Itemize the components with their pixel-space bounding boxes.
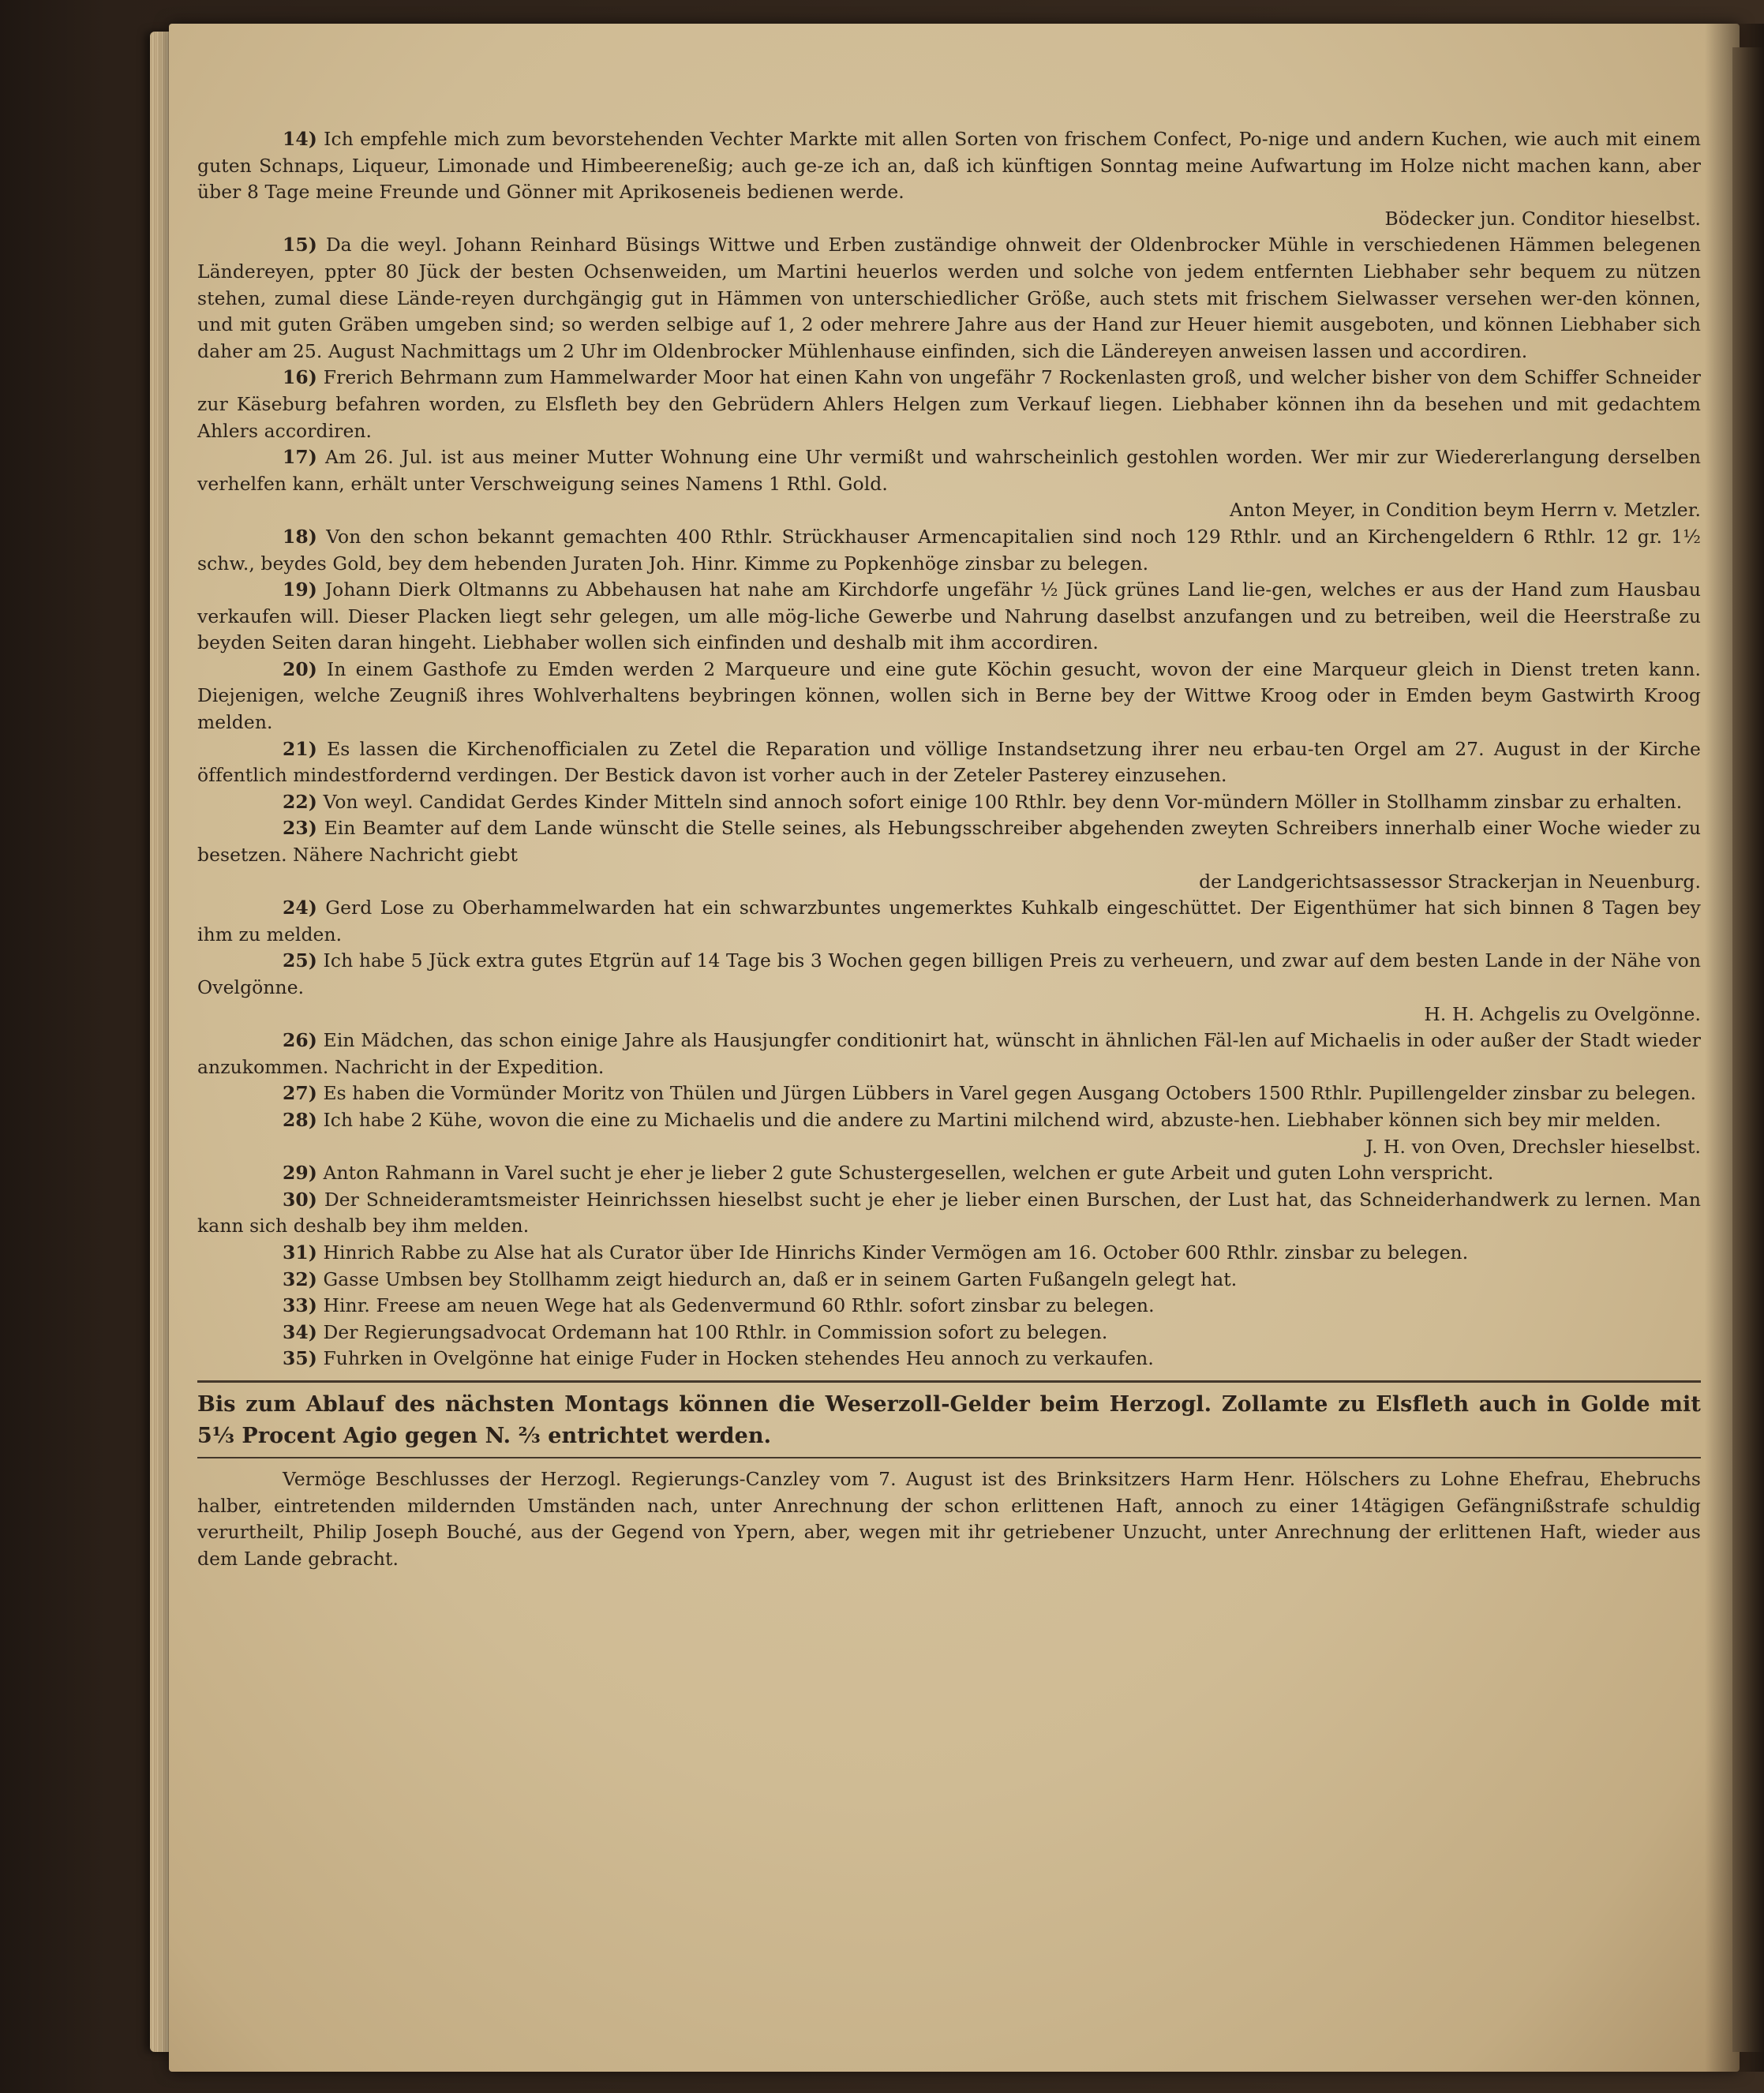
advertisement-entry (197, 1346, 1701, 1372)
entry-text: Ein Mädchen, das schon einige Jahre als Hausjungfer conditionirt hat, wünscht in ähnlichen Fäl-len auf Michaelis in oder außer der Stadt wieder anzukommen. Nachricht in der Expedition. (197, 1029, 1701, 1078)
advertisement-entry (197, 1107, 1701, 1160)
entry-text: Gerd Lose zu Oberhammelwarden hat ein schwarzbuntes ungemerktes Kuhkalb eingeschüttet. Der Eigenthümer hat sich binnen 8 Tagen bey ihm zu melden. (197, 897, 1701, 945)
entry-text: Der Regierungsadvocat Ordemann hat 100 Rthlr. in Commission sofort zu belegen. (323, 1320, 1108, 1343)
entry-text: Es haben die Vormünder Moritz von Thülen und Jürgen Lübbers in Varel gegen Ausgang Octobers 1500 Rthlr. Pupillengelder zinsbar zu belegen. (323, 1082, 1697, 1105)
advertisement-entry (197, 524, 1701, 577)
section-divider (197, 1380, 1701, 1383)
entry-text: Ich habe 5 Jück extra gutes Etgrün auf 14 Tage bis 3 Wochen gegen billigen Preis zu verheuern, und zwar auf dem besten Lande in der Nähe von Ovelgönne. (197, 949, 1702, 998)
advertisement-entry (197, 1320, 1701, 1346)
advertisement-entry (197, 1028, 1701, 1080)
advertisement-entry (197, 126, 1701, 232)
entry-number: 35) (283, 1347, 317, 1370)
advertisement-entry (197, 232, 1701, 365)
entry-text: Am 26. Jul. ist aus meiner Mutter Wohnung eine Uhr vermißt und wahrscheinlich gestohlen worden. Wer mir zur Wiedererlangung derselben verhelfen kann, erhält unter Verschweigung seines Namens 1 Rthl. Gold. (197, 446, 1701, 495)
entry-signature: der Landgerichtsassessor Strackerjan in Neuenburg. (1199, 870, 1701, 893)
entry-number: 31) (283, 1241, 317, 1264)
entry-number: 15) (283, 234, 317, 256)
advertisements-column (197, 126, 1701, 1572)
entry-text: Frerich Behrmann zum Hammelwarder Moor hat einen Kahn von ungefähr 7 Rockenlasten groß, und welcher bisher von dem Schiffer Schneider zur Käseburg befahren worden, zu Elsfleth bey den Gebrüdern Ahlers Helgen zum Verkauf liegen. Liebhaber können ihn da besehen und mit gedachtem Ahlers accordiren. (197, 366, 1701, 442)
entry-number: 34) (283, 1320, 317, 1343)
entry-text: Von den schon bekannt gemachten 400 Rthlr. Strückhauser Armencapitalien sind noch 129 Rthlr. und an Kirchengeldern 6 Rthlr. 12 gr. 1½ schw., beydes Gold, bey dem hebenden Juraten Joh. Hinr. Kimme zu Popkenhöge zinsbar zu belegen. (197, 525, 1701, 575)
entry-number: 22) (283, 790, 317, 813)
entry-text: Es lassen die Kirchenofficialen zu Zetel die Reparation und völlige Instandsetzung ihrer neu erbau-ten Orgel am 27. August in der Kirche öffentlich mindestfordernd verdingen. Der Bestick davon ist vorher auch in der Zeteler Pasterey einzusehen. (197, 737, 1701, 787)
court-notice: Vermöge Beschlusses der Herzogl. Regierungs-Canzley vom 7. August ist des Brinksitzers Harm Henr. Hölschers zu Lohne Ehefrau, Ehebruchs halber, eintretenden mildernden Umständen nach, unter Anrechnung der schon erlittenen Haft, annoch zu einer 14tägigen Gefängnißstrafe schuldig verurtheilt, Philip Joseph Bouché, aus der Gegend von Ypern, aber, wegen mit ihr getriebener Unzucht, unter Anrechnung der erlittenen Haft, wieder aus dem Lande gebracht. (197, 1467, 1701, 1570)
entry-signature: Bödecker jun. Conditor hieselbst. (1384, 207, 1701, 230)
advertisement-entry (197, 657, 1701, 736)
entry-text: In einem Gasthofe zu Emden werden 2 Marqueure und eine gute Köchin gesucht, wovon der eine Marqueur gleich in Dienst treten kann. Diejenigen, welche Zeugniß ihres Wohlverhaltens beybringen können, wollen sich in Berne bey der Wittwe Kroog oder in Emden beym Gastwirth Kroog melden. (197, 657, 1701, 734)
entry-text: Johann Dierk Oltmanns zu Abbehausen hat nahe am Kirchdorfe ungefähr ½ Jück grünes Land lie-gen, welches er aus der Hand zum Hausbau verkaufen will. Dieser Placken liegt sehr gelegen, um alle mög-liche Gewerbe und Nahrung daselbst anzufangen und zu betreiben, weil die Heerstraße zu beyden Seiten daran hingeht. Liebhaber wollen sich einfinden und deshalb mit ihm accordiren. (197, 578, 1701, 654)
advertisement-entry (197, 577, 1701, 657)
entry-number: 23) (283, 817, 317, 840)
advertisement-entry (197, 948, 1701, 1028)
advertisement-entry (197, 1293, 1701, 1320)
advertisement-entry (197, 444, 1701, 524)
entry-signature: Anton Meyer, in Condition beym Herrn v. Metzler. (1230, 499, 1701, 522)
entry-text: Hinr. Freese am neuen Wege hat als Gedenvermund 60 Rthlr. sofort zinsbar zu belegen. (323, 1294, 1155, 1317)
section-divider (197, 1457, 1701, 1458)
entry-number: 32) (283, 1267, 317, 1290)
advertisement-entry (197, 1160, 1701, 1187)
entry-text: Ich habe 2 Kühe, wovon die eine zu Michaelis und die andere zu Martini milchend wird, abzuste-hen. Liebhaber können sich bey mir melden. (323, 1108, 1661, 1131)
advertisement-entry (197, 815, 1701, 895)
entry-text: Fuhrken in Ovelgönne hat einige Fuder in Hocken stehendes Heu annoch zu verkaufen. (323, 1347, 1154, 1370)
entry-text: Hinrich Rabbe zu Alse hat als Curator über Ide Hinrichs Kinder Vermögen am 16. October 600 Rthlr. zinsbar zu belegen. (323, 1241, 1469, 1264)
advertisement-entry (197, 1187, 1701, 1240)
entry-number: 30) (283, 1188, 317, 1211)
entry-number: 33) (283, 1294, 317, 1317)
gutter-shadow (1705, 24, 1764, 2072)
entry-number: 21) (283, 737, 317, 760)
advertisement-entry (197, 1267, 1701, 1294)
entry-number: 14) (283, 128, 317, 150)
entry-number: 18) (283, 525, 317, 548)
entry-number: 26) (283, 1029, 317, 1052)
entry-number: 25) (283, 949, 317, 972)
entry-number: 16) (283, 366, 317, 389)
entry-text: Da die weyl. Johann Reinhard Büsings Wittwe und Erben zuständige ohnweit der Oldenbrocker Mühle in verschiedenen Hämmen belegenen Ländereyen, ppter 80 Jück der besten Ochsenweiden, um Martini heuerlos werden und solche von jedem entfernten Liebhaber sehr bequem zu nützen stehen, zumal diese Lände-reyen durchgängig gut in Hämmen von unterschiedlicher Größe, auch stets mit frischem Sielwasser versehen wer-den können, und mit guten Gräben umgeben sind; so werden selbige auf 1, 2 oder mehrere Jahre aus der Hand zur Heuer hiemit ausgeboten, und können Liebhaber sich daher am 25. August Nachmittags um 2 Uhr im Oldenbrocker Mühlenhause einfinden, sich die Ländereyen anweisen lassen und accordiren. (197, 234, 1701, 362)
entry-text: Ein Beamter auf dem Lande wünscht die Stelle seines, als Hebungsschreiber abgehenden zweyten Schreibers innerhalb einer Woche wieder zu besetzen. Nähere Nachricht giebt (197, 817, 1701, 867)
entry-text: Von weyl. Candidat Gerdes Kinder Mitteln sind annoch sofort einige 100 Rthlr. bey denn Vor-mündern Möller in Stollhamm zinsbar zu erhalten. (323, 790, 1683, 813)
entry-number: 27) (283, 1082, 317, 1105)
advertisement-entry (197, 1080, 1701, 1107)
entry-text: Anton Rahmann in Varel sucht je eher je lieber 2 gute Schustergesellen, welchen er gute Arbeit und guten Lohn verspricht. (323, 1162, 1494, 1185)
entry-text: Ich empfehle mich zum bevorstehenden Vechter Markte mit allen Sorten von frischem Confect, Po-nige und andern Kuchen, wie auch mit einem guten Schnaps, Liqueur, Limonade und Himbeereneßig; auch ge-ze ich an, daß ich künftigen Sonntag meine Aufwartung im Holze nicht machen kann, aber über 8 Tage meine Freunde und Gönner mit Aprikoseneis bedienen werde. (197, 128, 1701, 204)
entry-text: Gasse Umbsen bey Stollhamm zeigt hiedurch an, daß er in seinem Garten Fußangeln gelegt hat. (323, 1267, 1238, 1290)
advertisement-entry (197, 789, 1701, 816)
entries-list (197, 126, 1701, 1372)
entry-signature: H. H. Achgelis zu Ovelgönne. (1424, 1002, 1701, 1025)
entry-number: 20) (283, 657, 317, 680)
advertisement-entry (197, 1240, 1701, 1267)
entry-signature: J. H. von Oven, Drechsler hieselbst. (1365, 1135, 1701, 1158)
entry-number: 28) (283, 1108, 317, 1131)
advertisement-entry (197, 736, 1701, 789)
entry-number: 17) (283, 446, 317, 469)
entry-number: 24) (283, 897, 317, 919)
entry-number: 19) (283, 578, 317, 601)
advertisement-entry (197, 365, 1701, 444)
customs-notice: Bis zum Ablauf des nächsten Montags können die Weserzoll-Gelder beim Herzogl. Zollamte zu Elsfleth auch in Golde mit 5⅓ Procent Agio gegen N. ⅔ entrichtet werden. (197, 1391, 1701, 1448)
advertisement-entry (197, 895, 1701, 948)
entry-number: 29) (283, 1162, 317, 1185)
entry-text: Der Schneideramtsmeister Heinrichssen hieselbst sucht je eher je lieber einen Burschen, der Lust hat, das Schneiderhandwerk zu lernen. Man kann sich deshalb bey ihm melden. (197, 1188, 1701, 1237)
